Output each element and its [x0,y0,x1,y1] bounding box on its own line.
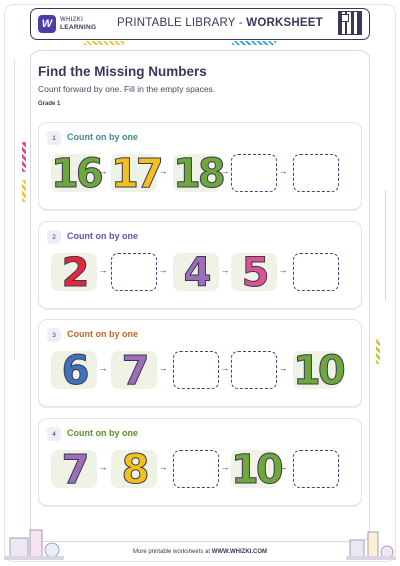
number-value: 7 [121,348,147,394]
answer-box[interactable] [111,253,157,291]
number-tile [231,447,281,493]
question-card-1 [38,122,362,210]
number-value: 2 [61,250,87,296]
footer-text [0,549,400,555]
question-number: 2 [47,230,61,244]
brand-name [60,17,96,31]
arrow-right-icon: → [98,462,108,472]
decorative-illustration-right [346,528,396,560]
question-card-3 [38,319,362,407]
number-sequence [51,348,351,392]
question-number: 1 [47,131,61,145]
answer-box[interactable] [293,154,339,192]
number-value: 6 [61,348,87,394]
header-title-bold: WORKSHEET [246,17,323,29]
number-tile [51,348,97,394]
number-value: 8 [121,447,147,493]
number-tile [173,250,219,296]
arrow-right-icon: → [98,265,108,275]
arrow-right-icon: → [220,166,230,176]
number-value: 10 [231,447,281,493]
footer-prefix: More printable worksheets at [132,549,212,555]
qr-code-icon[interactable] [338,11,362,35]
arrow-right-icon: → [158,265,168,275]
decorative-stripe [22,142,26,172]
number-value: 18 [173,151,223,197]
whizki-logo-icon[interactable]: W [38,15,56,33]
arrow-right-icon: → [158,462,168,472]
arrow-right-icon: → [158,166,168,176]
answer-box[interactable] [293,450,339,488]
number-tile [111,447,157,493]
number-tile [111,348,157,394]
question-label: Count on by one [67,231,138,241]
decorative-stripe [22,180,26,202]
decorative-line [385,190,386,300]
number-tile [231,250,277,296]
answer-box[interactable] [173,351,219,389]
footer-site-link[interactable]: WWW.WHIZKI.COM [211,549,268,555]
question-number: 4 [47,427,61,441]
question-label: Count on by one [67,132,138,142]
grade-label: Grade 1 [38,101,61,107]
number-value: 7 [61,447,87,493]
arrow-right-icon: → [278,363,288,373]
arrow-right-icon: → [220,363,230,373]
number-value: 5 [241,250,267,296]
answer-box[interactable] [231,154,277,192]
decorative-line [14,60,15,360]
answer-box[interactable] [231,351,277,389]
number-tile [51,447,97,493]
number-tile [51,250,97,296]
number-sequence [51,151,351,195]
brand-bottom: LEARNING [60,24,97,31]
header-bar [30,8,370,40]
number-sequence [51,447,351,491]
arrow-right-icon: → [278,265,288,275]
number-value: 16 [51,151,101,197]
header-title-prefix: PRINTABLE LIBRARY - [117,17,247,29]
number-sequence [51,250,351,294]
number-value: 4 [183,250,209,296]
arrow-right-icon: → [98,166,108,176]
answer-box[interactable] [293,253,339,291]
question-label: Count on by one [67,329,138,339]
decorative-hatch [84,41,124,45]
arrow-right-icon: → [278,462,288,472]
decorative-hatch [232,41,276,45]
number-tile [51,151,101,197]
answer-box[interactable] [173,450,219,488]
number-value: 10 [293,348,343,394]
worksheet-title: Find the Missing Numbers [38,64,207,79]
arrow-right-icon: → [278,166,288,176]
question-card-2 [38,221,362,309]
arrow-right-icon: → [220,462,230,472]
question-number: 3 [47,328,61,342]
number-tile [111,151,161,197]
decorative-stripe [376,338,380,364]
number-tile [173,151,223,197]
number-tile [293,348,343,394]
brand-top: WHIZKI [60,17,84,23]
arrow-right-icon: → [220,265,230,275]
arrow-right-icon: → [98,363,108,373]
question-label: Count on by one [67,428,138,438]
number-value: 17 [111,151,161,197]
question-card-4 [38,418,362,506]
header-title [117,17,323,29]
arrow-right-icon: → [158,363,168,373]
worksheet-instructions: Count forward by one. Fill in the empty spaces. [38,84,216,94]
